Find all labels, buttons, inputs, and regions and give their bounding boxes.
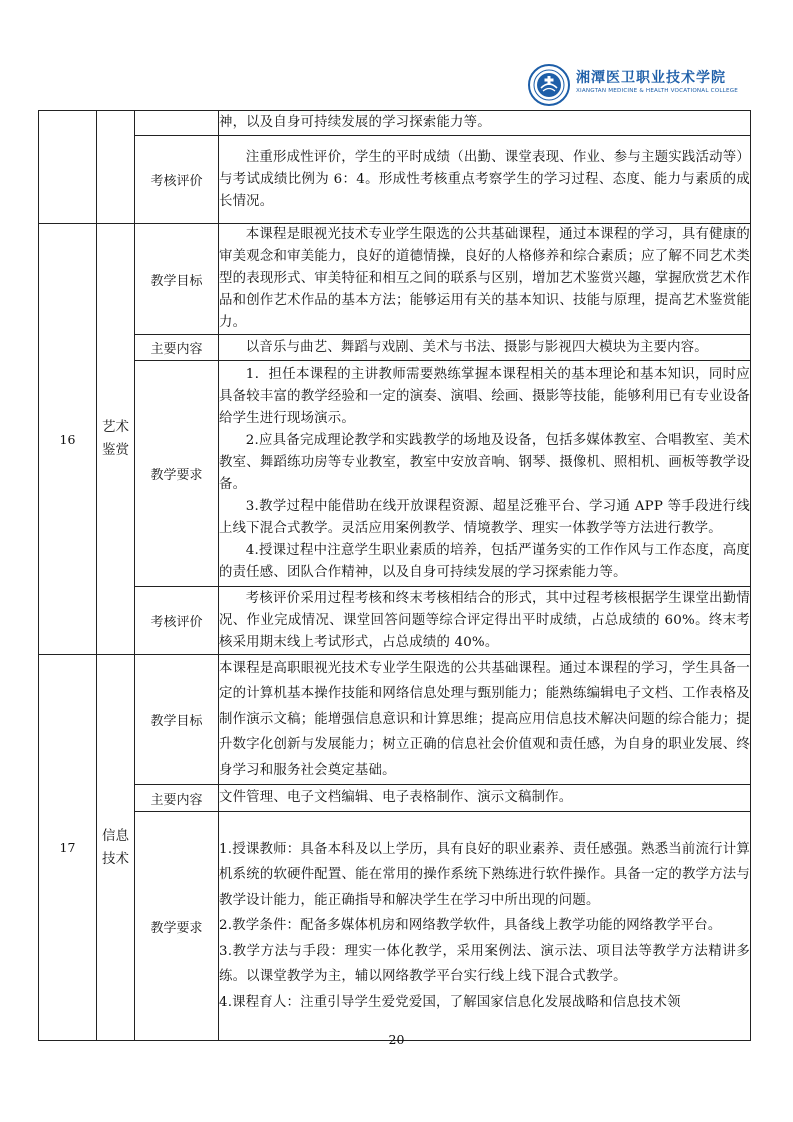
list-item: 3.教学过程中能借助在线开放课程资源、超星泛雅平台、学习通 APP 等手段进行线上线下混合式教学。灵活应用案例教学、情境教学、理实一体教学等方法进行教学。 <box>219 498 750 536</box>
curriculum-table <box>38 110 751 1041</box>
list-item: 4.课程育人：注重引导学生爱党爱国，了解国家信息化发展战略和信息技术领 <box>219 994 681 1010</box>
main-content-label: 主要内容 <box>135 785 219 812</box>
table-row <box>39 587 751 655</box>
course-name: 信息技术 <box>97 655 135 1041</box>
list-item: 2.教学条件：配备多媒体机房和网络教学软件，具备线上教学功能的网络教学平台。 <box>219 918 722 934</box>
college-emblem-icon <box>528 64 570 106</box>
goal-content: 本课程是眼视光技术专业学生限选的公共基础课程，通过本课程的学习，具有健康的审美观念和审美能力，良好的道德情操，良好的人格修养和综合素质；应了解不同艺术类型的表现形式、审美特征和相互之间的联系与区别，增加艺术鉴赏兴趣，掌握欣赏艺术作品和创作艺术作品的基本方法；能够运用有关的基本知识、技能与原理，提高艺术鉴赏能力。 <box>219 224 751 335</box>
course-name: 艺术鉴赏 <box>97 224 135 655</box>
table-row <box>39 361 751 587</box>
course-name-cell <box>97 111 135 224</box>
list-item: 4.授课过程中注意学生职业素质的培养，包括严谨务实的工作作风与工作态度，高度的责任感、团队合作精神，以及自身可持续发展的学习探索能力等。 <box>219 542 750 580</box>
logo-english-name: XIANGTAN MEDICINE & HEALTH VOCATIONAL COLLEGE <box>576 88 738 94</box>
main-content-text: 以音乐与曲艺、舞蹈与戏剧、美术与书法、摄影与影视四大模块为主要内容。 <box>219 335 751 361</box>
course-number-cell <box>39 111 97 224</box>
table-row <box>39 655 751 785</box>
table-row <box>39 224 751 335</box>
table-row <box>39 136 751 224</box>
goal-label: 教学目标 <box>135 655 219 785</box>
requirements-content <box>219 812 751 1041</box>
table-row <box>39 812 751 1041</box>
requirements-label: 教学要求 <box>135 812 219 1041</box>
continued-content: 神，以及自身可持续发展的学习探索能力等。 <box>219 111 751 136</box>
logo-chinese-name: 湘潭医卫职业技术学院 <box>576 70 726 86</box>
row-label-cell <box>135 111 219 136</box>
requirements-content <box>219 361 751 587</box>
assess-content: 注重形成性评价，学生的平时成绩（出勤、课堂表现、作业、参与主题实践活动等）与考试成绩比例为 6：4。形成性考核重点考察学生的学习过程、态度、能力与素质的成长情况。 <box>219 136 751 224</box>
assess-content: 考核评价采用过程考核和终末考核相结合的形式，其中过程考核根据学生课堂出勤情况、作业完成情况、课堂回答问题等综合评定得出平时成绩，占总成绩的 60%。终末考核采用期末线上考试形式，占总成绩的 40%。 <box>219 587 751 655</box>
assess-label: 考核评价 <box>135 136 219 224</box>
main-content-label: 主要内容 <box>135 335 219 361</box>
assess-label: 考核评价 <box>135 587 219 655</box>
list-item: 2.应具备完成理论教学和实践教学的场地及设备，包括多媒体教室、合唱教室、美术教室、舞蹈练功房等专业教室，教室中安放音响、钢琴、摄像机、照相机、画板等教学设备。 <box>219 432 750 492</box>
main-content-text: 文件管理、电子文档编辑、电子表格制作、演示文稿制作。 <box>219 785 751 812</box>
requirements-label: 教学要求 <box>135 361 219 587</box>
course-number: 16 <box>39 224 97 655</box>
table-row <box>39 785 751 812</box>
page-number: 20 <box>388 1032 405 1047</box>
list-item: 3.教学方法与手段：理实一体化教学，采用案例法、演示法、项目法等教学方法精讲多练。以课堂教学为主，辅以网络教学平台实行线上线下混合式教学。 <box>219 943 750 985</box>
goal-content: 本课程是高职眼视光技术专业学生限选的公共基础课程。通过本课程的学习，学生具备一定的计算机基本操作技能和网络信息处理与甄别能力；能熟练编辑电子文档、工作表格及制作演示文稿；能增强信息意识和计算思维；提高应用信息技术解决问题的综合能力；提升数字化创新与发展能力；树立正确的信息社会价值观和责任感，为自身的职业发展、终身学习和服务社会奠定基础。 <box>219 655 751 785</box>
college-logo <box>528 64 760 110</box>
course-number: 17 <box>39 655 97 1041</box>
table-row <box>39 335 751 361</box>
list-item: 1．担任本课程的主讲教师需要熟练掌握本课程相关的基本理论和基本知识，同时应具备较丰富的教学经验和一定的演奏、演唱、绘画、摄影等技能，能够利用已有专业设备给学生进行现场演示。 <box>219 366 750 426</box>
list-item: 1.授课教师：具备本科及以上学历，具有良好的职业素养、责任感强。熟悉当前流行计算机系统的软硬件配置、能在常用的操作系统下熟练进行软件操作。具备一定的教学方法与教学设计能力，能正确指导和解决学生在学习中所出现的问题。 <box>219 841 750 908</box>
table-row <box>39 111 751 136</box>
goal-label: 教学目标 <box>135 224 219 335</box>
